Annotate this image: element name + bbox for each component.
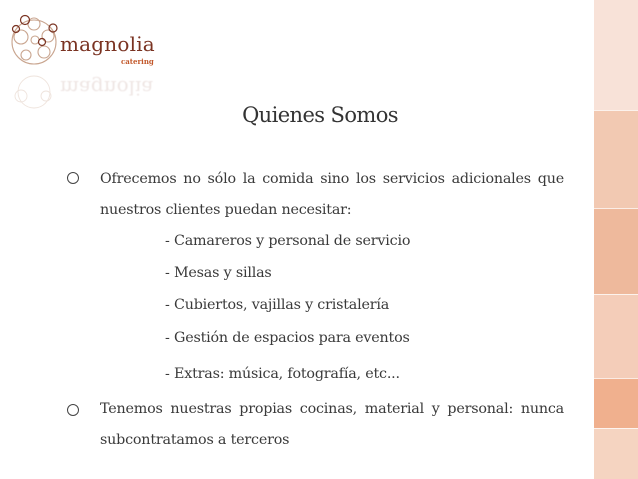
strip-segment bbox=[594, 294, 638, 378]
strip-divider bbox=[594, 294, 638, 295]
bullet-2-line-1: Tenemos nuestras propias cocinas, material y personal: nunca bbox=[100, 401, 564, 417]
bullet-1-line-1: Ofrecemos no sólo la comida sino los servicios adicionales que bbox=[100, 171, 564, 187]
logo-tagline: catering bbox=[121, 57, 154, 66]
strip-divider bbox=[594, 208, 638, 209]
bullet-2-line-2: subcontratamos a terceros bbox=[100, 432, 290, 448]
strip-divider bbox=[594, 428, 638, 429]
service-item: - Cubiertos, vajillas y cristalería bbox=[165, 297, 390, 313]
decorative-side-strip bbox=[594, 0, 638, 479]
strip-segment bbox=[594, 378, 638, 428]
logo-reflection: magnolia bbox=[60, 76, 154, 100]
service-item: - Gestión de espacios para eventos bbox=[165, 330, 410, 346]
strip-segment bbox=[594, 208, 638, 294]
strip-segment bbox=[594, 428, 638, 479]
strip-divider bbox=[594, 378, 638, 379]
service-item: - Extras: música, fotografía, etc... bbox=[165, 366, 400, 382]
strip-segment bbox=[594, 0, 638, 110]
strip-segment bbox=[594, 110, 638, 208]
bullet-circle-icon bbox=[67, 404, 79, 416]
magnolia-logo bbox=[8, 6, 158, 110]
bullet-paragraph-1 bbox=[100, 164, 564, 226]
strip-divider bbox=[594, 110, 638, 111]
service-item: - Mesas y sillas bbox=[165, 265, 272, 281]
bullet-circle-icon bbox=[67, 172, 79, 184]
slide-title: Quienes Somos bbox=[242, 103, 398, 127]
logo-wordmark: magnolia bbox=[60, 32, 155, 56]
bullet-paragraph-2 bbox=[100, 394, 564, 456]
bullet-1-line-2: nuestros clientes puedan necesitar: bbox=[100, 202, 352, 218]
service-item: - Camareros y personal de servicio bbox=[165, 233, 411, 249]
